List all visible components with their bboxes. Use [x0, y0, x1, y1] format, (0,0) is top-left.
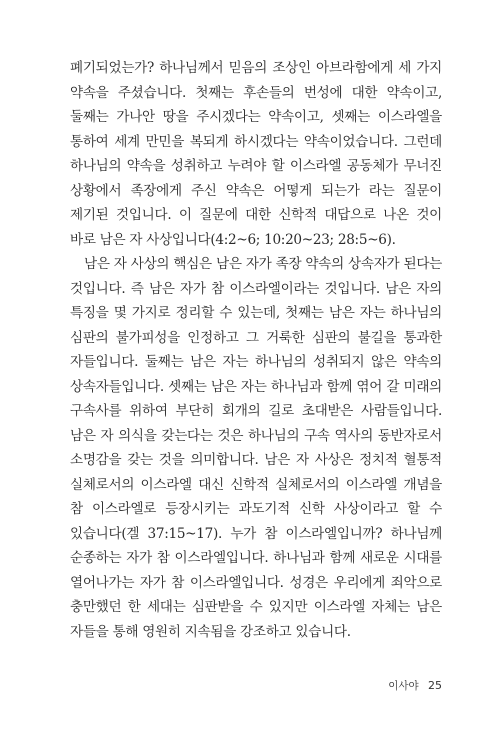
running-footer-book-title: 이사야 [388, 680, 419, 692]
page-number: 25 [428, 679, 442, 692]
paragraph-1: 폐기되었는가? 하나님께서 믿음의 조상인 아브라함에게 세 가지 약속을 주셨습니다. 첫째는 후손들의 번성에 대한 약속이고, 둘째는 가나안 땅을 주시겠다는 약속이고, 셋째는 이스라엘을 통하여 세계 만민을 복되게 하시겠다는 약속이었습니다. 그런데 하나님의 약속을 성취하고 누려야 할 이스라엘 공동체가 무너진 상황에서 족장에게 주신 약속은 어떻게 되는가 라는 질문이 제기된 것입니다. 이 질문에 대한 신학적 대답으로 나온 것이 바로 남은 자 사상입니다(4:2~6; 10:20~23; 28:5~6). [70, 60, 442, 248]
page-footer [388, 678, 442, 693]
paragraph-2: 남은 자 사상의 핵심은 남은 자가 족장 약속의 상속자가 된다는 것입니다. 즉 남은 자가 참 이스라엘이라는 것입니다. 남은 자의 특징을 몇 가지로 정리할 수 있는데, 첫째는 남은 자는 하나님의 심판의 불가피성을 인정하고 그 거룩한 심판의 불길을 통과한 자들입니다. 둘째는 남은 자는 하나님의 성취되지 않은 약속의 상속자들입니다. 셋째는 남은 자는 하나님과 함께 엮어 갈 미래의 구속사를 위하여 부단히 회개의 길로 초대받은 사람들입니다. 남은 자 의식을 갖는다는 것은 하나님의 구속 역사의 동반자로서 소명감을 갖는 것을 의미합니다. 남은 자 사상은 정치적 혈통적 실체로서의 이스라엘 대신 신학적 실체로서의 이스라엘 개념을 참 이스라엘로 등장시키는 과도기적 신학 사상이라고 할 수 있습니다(겔 37:15~17). 누가 참 이스라엘입니까? 하나님께 순종하는 자가 참 이스라엘입니다. 하나님과 함께 새로운 시대를 열어나가는 자가 참 이스라엘입니다. 성경은 우리에게 죄악으로 충만했던 한 세대는 심판받을 수 있지만 이스라엘 자체는 남은 자들을 통해 영원히 지속됨을 강조하고 있습니다. [70, 256, 442, 640]
body-text [70, 56, 442, 644]
